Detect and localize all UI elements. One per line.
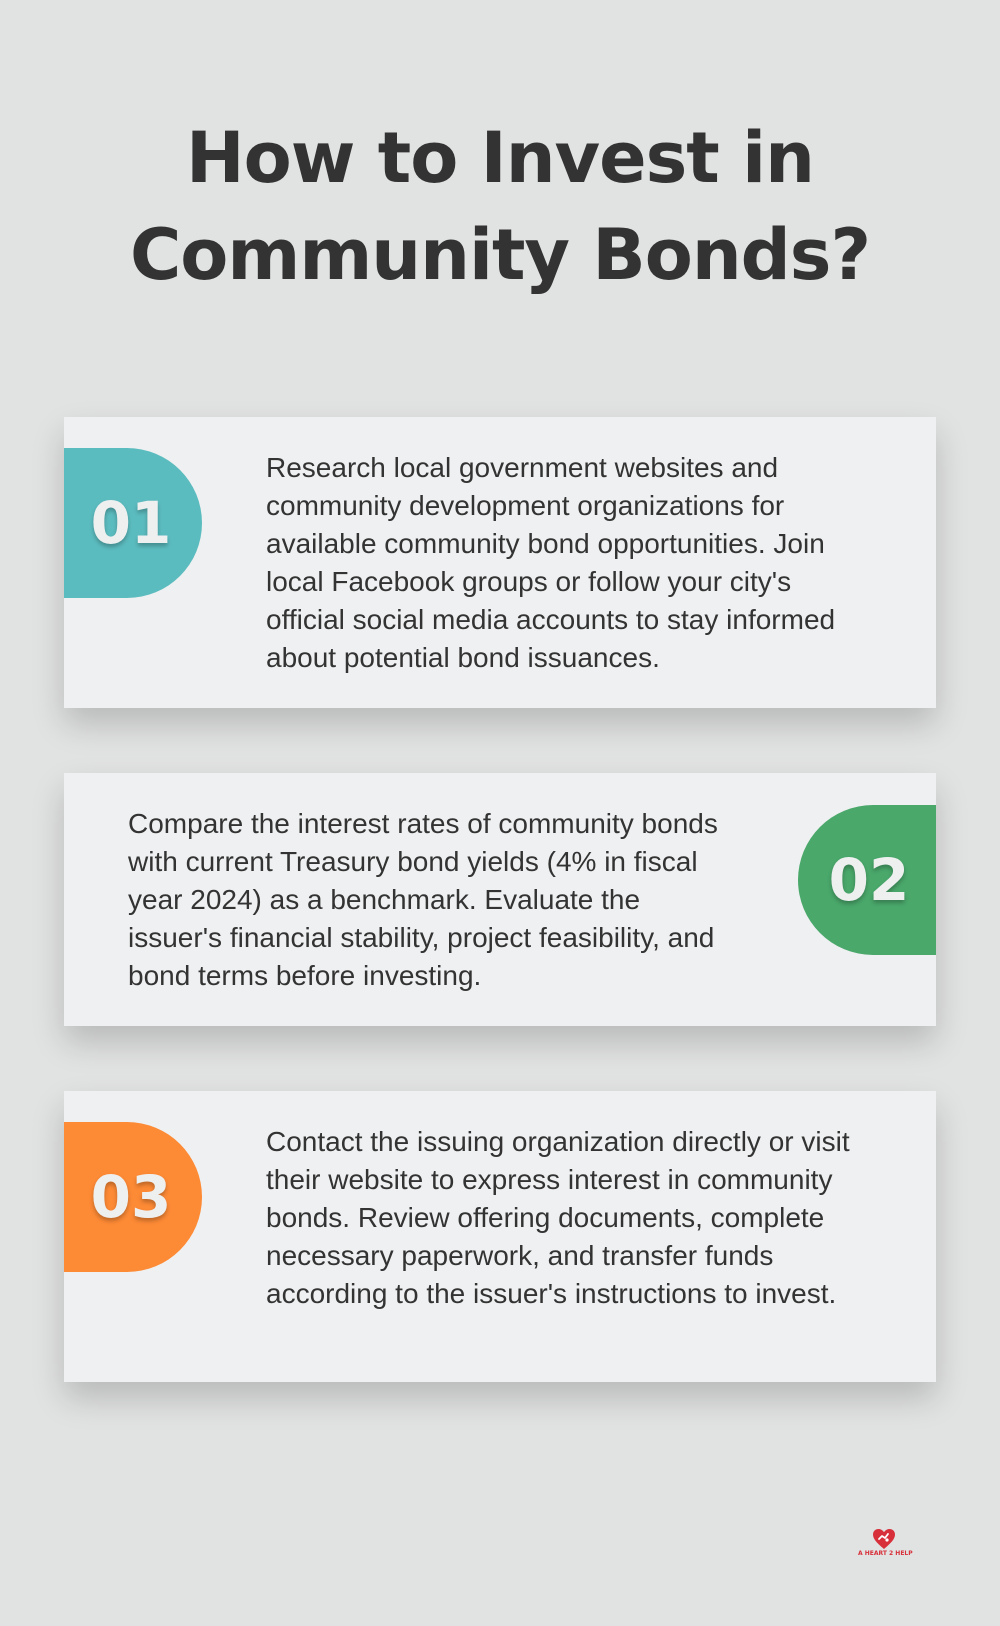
step-description: Contact the issuing organization directly or visit their website to express interest in community bonds. Review offering documents, complete necessary paperwork, and transfer funds according to the issuer's instructions to invest. [266,1126,850,1309]
brand-logo [858,1528,913,1564]
step-card-2 [64,773,936,1026]
step-description: Compare the interest rates of community bonds with current Treasury bond yields (4% in fiscal year 2024) as a benchmark. Evaluate the issuer's financial stability, project feasibility, and bond terms before investing. [128,808,718,991]
page-title: How to Invest in Community Bonds? [129,117,871,296]
step-number-badge: 01 [64,448,202,598]
step-number-badge: 03 [64,1122,202,1272]
step-number-badge: 02 [798,805,936,955]
heart-icon [872,1528,896,1550]
step-description: Research local government websites and community development organizations for available community bond opportunities. Join local Facebook groups or follow your city's official social media accounts to stay informed about potential bond issuances. [266,452,836,673]
step-card-1 [64,417,936,708]
step-card-3 [64,1091,936,1382]
logo-text: A HEART 2 HELP [858,1550,913,1557]
